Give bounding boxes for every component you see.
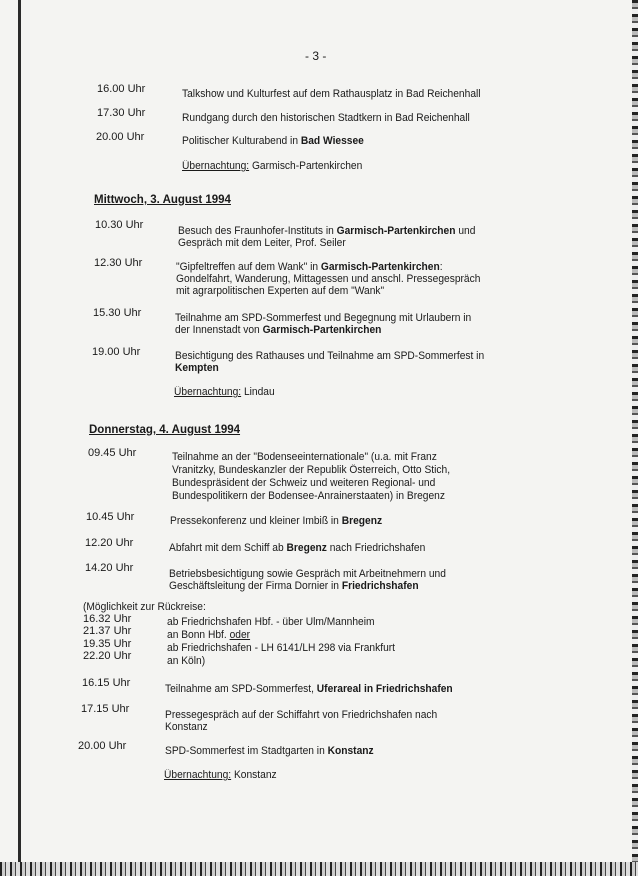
time-label: 16.00 Uhr (97, 83, 146, 95)
scan-edge-bottom (0, 862, 638, 876)
event-text: Teilnahme am SPD-Sommerfest und Begegnung mit Urlaubern in (175, 312, 472, 324)
event-text: Teilnahme am SPD-Sommerfest, Uferareal in Friedrichshafen (165, 683, 453, 695)
overnight-line: Übernachtung: Konstanz (164, 769, 277, 781)
event-text: Teilnahme an der "Bodenseeinternationale" (u.a. mit Franz (172, 451, 437, 463)
time-label: 19.00 Uhr (92, 346, 141, 358)
time-label: 20.00 Uhr (96, 131, 145, 143)
time-label: 10.30 Uhr (95, 219, 144, 231)
overnight-line: Übernachtung: Garmisch-Partenkirchen (182, 160, 363, 172)
event-text: Vranitzky, Bundeskanzler der Republik Österreich, Otto Stich, (172, 464, 451, 476)
event-text: ab Friedrichshafen - LH 6141/LH 298 via Frankfurt (167, 642, 396, 654)
day-heading: Donnerstag, 4. August 1994 (89, 424, 241, 436)
scan-edge-left (18, 0, 21, 876)
scan-edge-right (632, 0, 638, 876)
time-label: 14.20 Uhr (85, 562, 134, 574)
event-text: Kempten (175, 362, 219, 374)
event-text: Konstanz (165, 721, 208, 733)
time-label: 16.15 Uhr (82, 677, 131, 689)
time-label: 09.45 Uhr (88, 447, 137, 459)
event-text: Besuch des Fraunhofer-Instituts in Garmisch-Partenkirchen und (178, 225, 476, 237)
page-number: - 3 - (305, 49, 327, 63)
event-text: Politischer Kulturabend in Bad Wiessee (182, 135, 364, 147)
time-label: 22.20 Uhr (83, 650, 132, 662)
event-text: an Bonn Hbf. oder (167, 629, 251, 641)
event-text: an Köln) (167, 655, 206, 667)
event-text: SPD-Sommerfest im Stadtgarten in Konstanz (165, 745, 374, 757)
event-text: Besichtigung des Rathauses und Teilnahme am SPD-Sommerfest in (175, 350, 485, 362)
time-label: 17.15 Uhr (81, 703, 130, 715)
overnight-line: Übernachtung: Lindau (174, 386, 275, 398)
time-label: 20.00 Uhr (78, 740, 127, 752)
time-label: 16.32 Uhr (83, 613, 132, 625)
time-label: 15.30 Uhr (93, 307, 142, 319)
event-text: Gondelfahrt, Wanderung, Mittagessen und anschl. Pressegespräch (176, 273, 481, 285)
time-label: 12.20 Uhr (85, 537, 134, 549)
event-text: der Innenstadt von Garmisch-Partenkirchen (175, 324, 382, 336)
event-text: Talkshow und Kulturfest auf dem Rathausplatz in Bad Reichenhall (182, 88, 481, 100)
event-text: Betriebsbesichtigung sowie Gespräch mit Arbeitnehmern und (169, 568, 446, 580)
time-label: 10.45 Uhr (86, 511, 135, 523)
event-text: Gespräch mit dem Leiter, Prof. Seiler (178, 237, 346, 249)
return-note: (Möglichkeit zur Rückreise: (83, 601, 206, 613)
event-text: Abfahrt mit dem Schiff ab Bregenz nach Friedrichshafen (169, 542, 426, 554)
event-text: Pressegespräch auf der Schiffahrt von Friedrichshafen nach (165, 709, 438, 721)
event-text: "Gipfeltreffen auf dem Wank" in Garmisch-Partenkirchen: (176, 261, 443, 273)
time-label: 19.35 Uhr (83, 638, 132, 650)
time-label: 17.30 Uhr (97, 107, 146, 119)
time-label: 12.30 Uhr (94, 257, 143, 269)
time-label: 21.37 Uhr (83, 625, 132, 637)
day-heading: Mittwoch, 3. August 1994 (94, 194, 231, 206)
event-text: Bundespolitikern der Bodensee-Anrainerstaaten) in Bregenz (172, 490, 445, 502)
event-text: Bundespräsident der Schweiz und weiteren Regional- und (172, 477, 436, 489)
event-text: Pressekonferenz und kleiner Imbiß in Bregenz (170, 515, 383, 527)
event-text: ab Friedrichshafen Hbf. - über Ulm/Mannheim (167, 616, 375, 628)
event-text: mit agrarpolitischen Experten auf dem "Wank" (176, 285, 385, 297)
event-text: Rundgang durch den historischen Stadtkern in Bad Reichenhall (182, 112, 470, 124)
event-text: Geschäftsleitung der Firma Dornier in Friedrichshafen (169, 580, 419, 592)
